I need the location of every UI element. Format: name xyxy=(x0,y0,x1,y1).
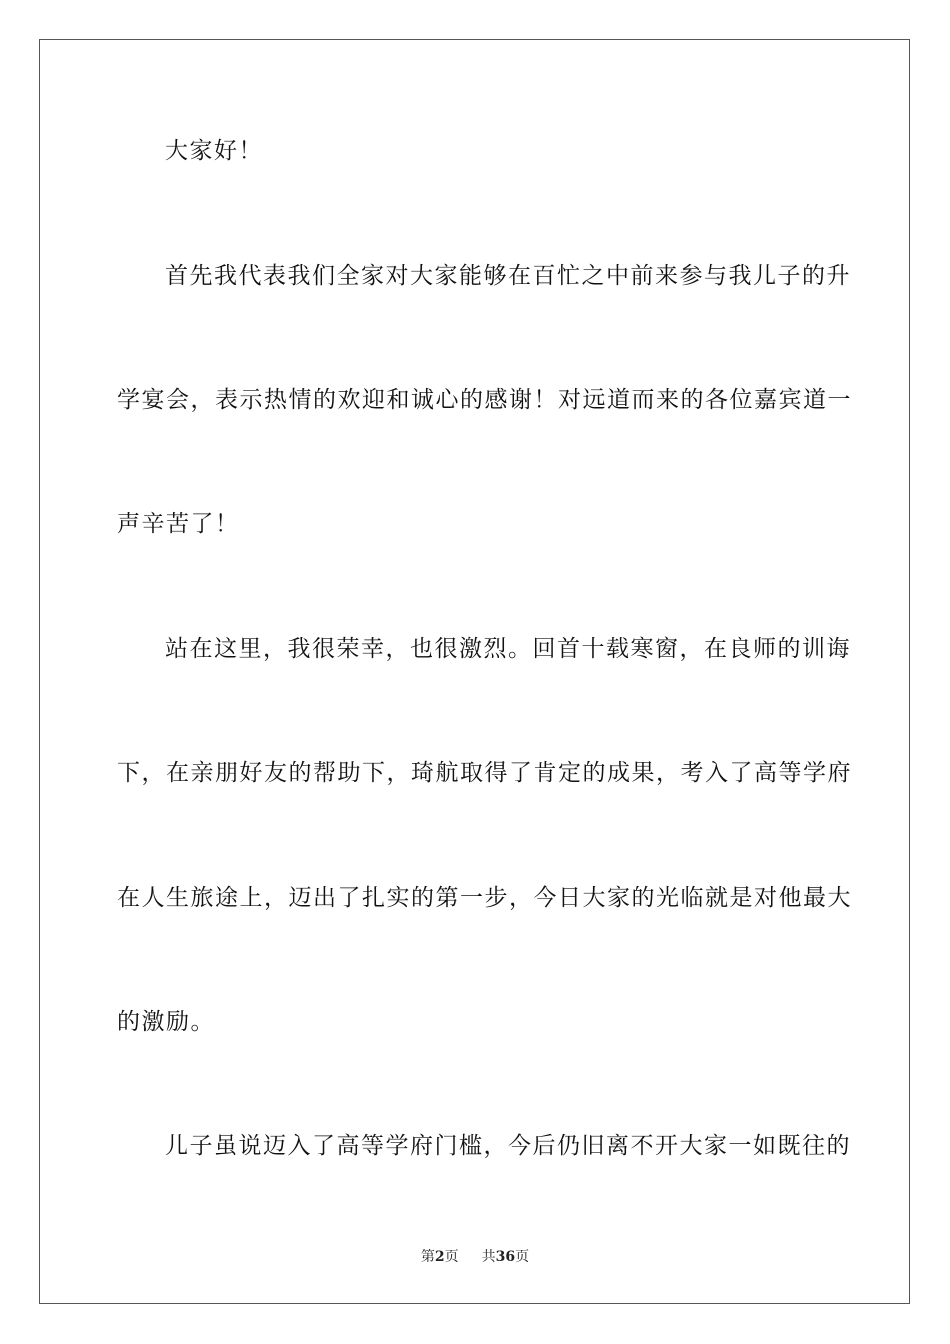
paragraph-line: 声辛苦了！ xyxy=(117,511,240,537)
footer-total-prefix: 共 xyxy=(481,1249,496,1265)
paragraph-line: 下，在亲朋好友的帮助下，琦航取得了肯定的成果，考入了高等学府 xyxy=(117,760,852,786)
paragraph-line: 学宴会，表示热情的欢迎和诚心的感谢！对远道而来的各位嘉宾道一 xyxy=(117,387,852,413)
footer-page-prefix: 第 xyxy=(420,1249,435,1265)
footer-total-suffix: 页 xyxy=(515,1249,530,1265)
paragraph-greeting: 大家好！ xyxy=(165,138,263,164)
page-border xyxy=(39,39,910,1304)
paragraph-line: 儿子虽说迈入了高等学府门槛，今后仍旧离不开大家一如既往的 xyxy=(165,1133,851,1159)
footer-page-number: 2 xyxy=(434,1249,445,1265)
paragraph-line: 首先我代表我们全家对大家能够在百忙之中前来参与我儿子的升 xyxy=(165,263,851,289)
footer-total-pages: 36 xyxy=(495,1249,516,1265)
paragraph-line: 的激励。 xyxy=(117,1009,215,1035)
page-footer xyxy=(0,1248,950,1266)
paragraph-line: 站在这里，我很荣幸，也很激烈。回首十载寒窗，在良师的训诲 xyxy=(165,636,851,662)
footer-page-suffix: 页 xyxy=(444,1249,459,1265)
paragraph-line: 在人生旅途上，迈出了扎实的第一步，今日大家的光临就是对他最大 xyxy=(117,885,852,911)
